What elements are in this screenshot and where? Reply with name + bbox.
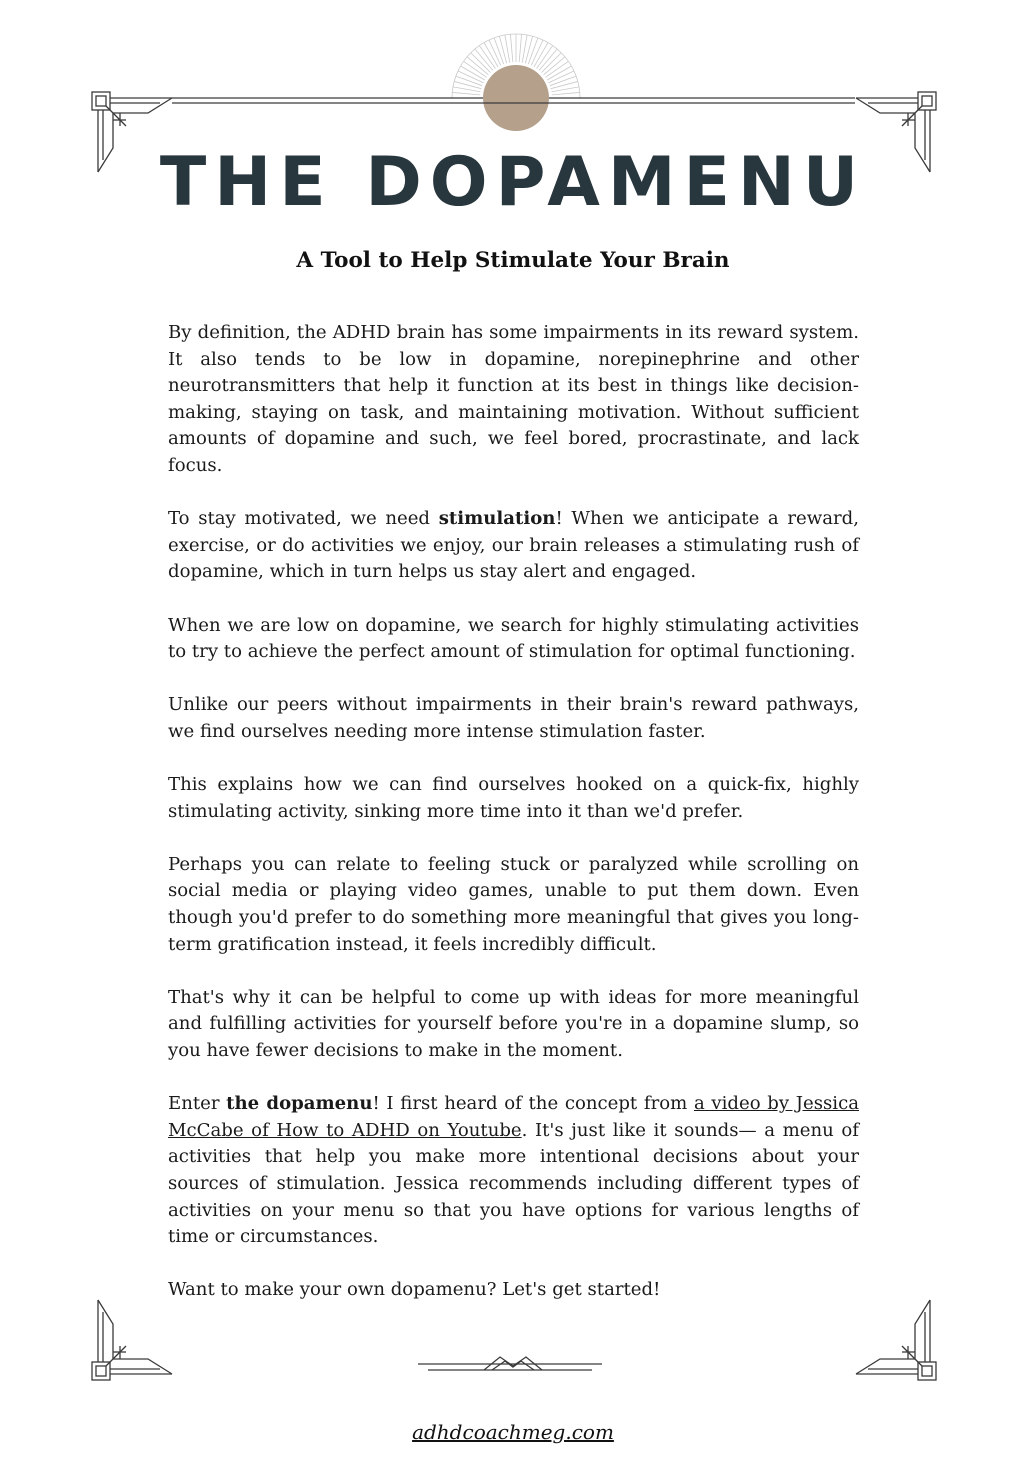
paragraph-8: Enter the dopamenu! I first heard of the concept from a video by Jessica McCabe of How to ADHD on Youtube. It's just like it sounds— a menu of activities that help you make more intentional decisions about your sources of stimulation. Jessica recommends including different types of activities on your menu so that you have options for various lengths of time or circumstances. [168, 1093, 859, 1248]
paragraph-7: That's why it can be helpful to come up with ideas for more meaningful and fulfilling activities for yourself before you're in a dopamine slump, so you have fewer decisions to make in the moment. [168, 986, 859, 1062]
top-rule [172, 98, 855, 103]
page-subtitle: A Tool to Help Stimulate Your Brain [296, 248, 730, 273]
body-text [168, 320, 859, 1331]
paragraph-5: This explains how we can find ourselves hooked on a quick-fix, highly stimulating activity, sinking more time into it than we'd prefer. [168, 774, 859, 822]
paragraph-9: Want to make your own dopamenu? Let's get started! [168, 1279, 661, 1301]
bottom-center-ornament [418, 1357, 602, 1370]
paragraph-6: Perhaps you can relate to feeling stuck or paralyzed while scrolling on social media or playing video games, unable to put them down. Even though you'd prefer to do something more meaningful that gives you long-term gratification instead, it feels incredibly difficult. [168, 853, 859, 955]
sunburst-icon [452, 34, 580, 98]
paragraph-1: By definition, the ADHD brain has some impairments in its reward system. It also tends to be low in dopamine, norepinephrine and other neurotransmitters that help it function at its best in things like decision-making, staying on task, and maintaining motivation. Without sufficient amounts of dopamine and such, we feel bored, procrastinate, and lack focus. [168, 322, 859, 476]
bold-stimulation: stimulation [438, 508, 556, 530]
paragraph-3: When we are low on dopamine, we search for highly stimulating activities to try to achieve the perfect amount of stimulation for optimal functioning. [168, 614, 859, 663]
bold-dopamenu: the dopamenu [226, 1093, 373, 1115]
paragraph-4: Unlike our peers without impairments in their brain's reward pathways, we find ourselves needing more intense stimulation faster. [168, 694, 859, 742]
paragraph-2: To stay motivated, we need stimulation! When we anticipate a reward, exercise, or do activities we enjoy, our brain releases a stimulating rush of dopamine, which in turn helps us stay alert and engaged. [168, 508, 859, 583]
corner-ornament-bottom-left [92, 1300, 172, 1380]
sun-circle [483, 65, 549, 131]
website-link[interactable]: adhdcoachmeg.com [412, 1420, 614, 1444]
youtube-video-link[interactable]: a video by Jessica McCabe of How to ADHD on Youtube [168, 1093, 859, 1141]
page-title: THE DOPAMENU [159, 143, 867, 222]
corner-ornament-bottom-right [856, 1300, 936, 1380]
